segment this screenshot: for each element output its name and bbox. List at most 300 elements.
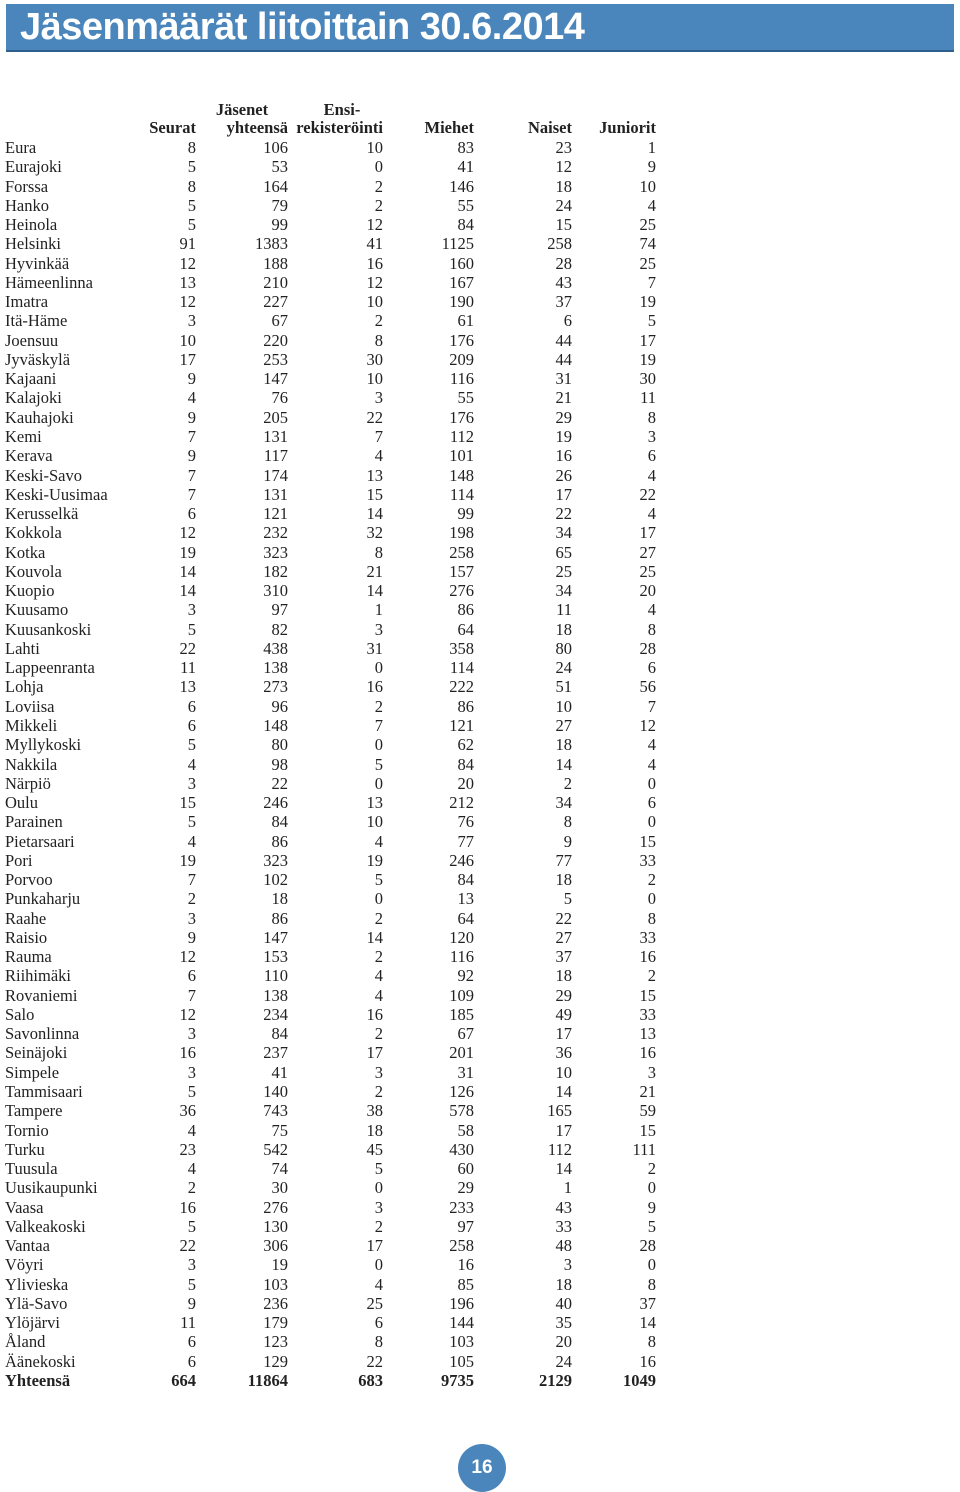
- cell-liitto: Kotka: [5, 542, 46, 562]
- cell-jasenet: 253: [263, 349, 288, 369]
- cell-miehet: 99: [457, 504, 474, 524]
- cell-liitto: Lahti: [5, 638, 40, 658]
- cell-juniorit: 2: [647, 966, 656, 986]
- cell-miehet: 201: [449, 1043, 474, 1063]
- cell-jasenet: 220: [263, 330, 288, 350]
- cell-liitto: Kouvola: [5, 561, 62, 581]
- cell-juniorit: 2: [647, 1159, 656, 1179]
- cell-miehet: 126: [449, 1082, 474, 1102]
- cell-seurat: 3: [187, 1062, 196, 1082]
- cell-miehet: 55: [457, 195, 474, 215]
- cell-seurat: 3: [187, 1255, 196, 1275]
- cell-miehet: 157: [449, 561, 474, 581]
- cell-naiset: 28: [555, 253, 572, 273]
- cell-naiset: 48: [555, 1236, 572, 1256]
- table-row: [5, 774, 656, 793]
- cell-ensirekisterointi: 5: [374, 1159, 383, 1179]
- cell-miehet: 233: [449, 1197, 474, 1217]
- table-row: [5, 1159, 656, 1178]
- table-row: [5, 273, 656, 292]
- cell-miehet: 62: [457, 735, 474, 755]
- total-row: [5, 1371, 656, 1390]
- cell-jasenet: 164: [263, 176, 288, 196]
- cell-seurat: 11: [180, 658, 196, 678]
- table-row: [5, 716, 656, 735]
- cell-ensirekisterointi: 0: [374, 658, 383, 678]
- header-juniorit: Juniorit: [599, 118, 656, 137]
- cell-juniorit: 59: [639, 1101, 656, 1121]
- cell-miehet: 86: [457, 696, 474, 716]
- table-row: [5, 311, 656, 330]
- cell-naiset: 9: [563, 831, 572, 851]
- cell-jasenet: 86: [271, 908, 288, 928]
- cell-naiset: 29: [555, 407, 572, 427]
- table-row: [5, 658, 656, 677]
- cell-ensirekisterointi: 0: [374, 157, 383, 177]
- cell-juniorit: 5: [647, 311, 656, 331]
- cell-seurat: 2: [187, 889, 196, 909]
- cell-seurat: 6: [187, 1351, 196, 1371]
- cell-seurat: 664: [171, 1371, 196, 1390]
- cell-liitto: Kokkola: [5, 523, 62, 543]
- cell-miehet: 176: [449, 330, 474, 350]
- cell-liitto: Kauhajoki: [5, 407, 74, 427]
- cell-miehet: 146: [449, 176, 474, 196]
- cell-liitto: Loviisa: [5, 696, 55, 716]
- table-row: [5, 620, 656, 639]
- cell-ensirekisterointi: 4: [374, 831, 383, 851]
- cell-juniorit: 16: [639, 1043, 656, 1063]
- cell-seurat: 7: [187, 426, 196, 446]
- cell-naiset: 34: [555, 523, 572, 543]
- cell-liitto: Ylöjärvi: [5, 1313, 60, 1333]
- cell-naiset: 165: [547, 1101, 572, 1121]
- cell-seurat: 5: [187, 619, 196, 639]
- cell-ensirekisterointi: 8: [374, 330, 383, 350]
- cell-seurat: 13: [179, 677, 196, 697]
- cell-juniorit: 4: [647, 195, 656, 215]
- cell-seurat: 4: [187, 1159, 196, 1179]
- cell-ensirekisterointi: 16: [366, 253, 383, 273]
- cell-miehet: 84: [457, 215, 474, 235]
- cell-seurat: 15: [179, 793, 196, 813]
- cell-seurat: 12: [179, 1004, 196, 1024]
- cell-seurat: 9: [187, 927, 196, 947]
- cell-jasenet: 147: [263, 369, 288, 389]
- cell-juniorit: 19: [639, 292, 656, 312]
- table-row: [5, 1236, 656, 1255]
- cell-ensirekisterointi: 3: [374, 1062, 383, 1082]
- cell-seurat: 17: [179, 349, 196, 369]
- cell-jasenet: 179: [263, 1313, 288, 1333]
- cell-juniorit: 6: [647, 658, 656, 678]
- cell-liitto: Myllykoski: [5, 735, 82, 755]
- cell-liitto: Vöyri: [5, 1255, 44, 1275]
- cell-naiset: 112: [547, 1139, 572, 1159]
- cell-naiset: 8: [563, 812, 572, 832]
- table-row: [5, 485, 656, 504]
- cell-ensirekisterointi: 4: [374, 966, 383, 986]
- table-row: [5, 427, 656, 446]
- cell-jasenet: 310: [263, 581, 288, 601]
- cell-ensirekisterointi: 3: [374, 388, 383, 408]
- cell-ensirekisterointi: 21: [366, 561, 383, 581]
- cell-jasenet: 182: [263, 561, 288, 581]
- cell-seurat: 12: [179, 523, 196, 543]
- cell-miehet: 185: [449, 1004, 474, 1024]
- cell-naiset: 17: [555, 484, 572, 504]
- cell-juniorit: 33: [639, 850, 656, 870]
- cell-ensirekisterointi: 2: [374, 1216, 383, 1236]
- cell-seurat: 10: [179, 330, 196, 350]
- cell-miehet: 101: [449, 446, 474, 466]
- table-row: [5, 157, 656, 176]
- cell-miehet: 121: [449, 715, 474, 735]
- cell-seurat: 91: [179, 234, 196, 254]
- cell-seurat: 9: [187, 1293, 196, 1313]
- table-row: [5, 1352, 656, 1371]
- cell-seurat: 3: [187, 1024, 196, 1044]
- cell-ensirekisterointi: 41: [366, 234, 383, 254]
- table-row: [5, 543, 656, 562]
- cell-naiset: 19: [555, 426, 572, 446]
- cell-jasenet: 131: [263, 484, 288, 504]
- cell-liitto: Kajaani: [5, 369, 57, 389]
- cell-naiset: 25: [555, 561, 572, 581]
- cell-miehet: 31: [457, 1062, 474, 1082]
- cell-juniorit: 2: [647, 870, 656, 890]
- table-row: [5, 697, 656, 716]
- table-row: [5, 350, 656, 369]
- cell-juniorit: 12: [639, 715, 656, 735]
- cell-jasenet: 110: [263, 966, 288, 986]
- cell-liitto: Itä-Häme: [5, 311, 68, 331]
- cell-juniorit: 1049: [623, 1371, 656, 1390]
- table-row: [5, 677, 656, 696]
- cell-jasenet: 117: [263, 446, 288, 466]
- cell-ensirekisterointi: 4: [374, 985, 383, 1005]
- cell-jasenet: 140: [263, 1082, 288, 1102]
- cell-juniorit: 11: [640, 388, 656, 408]
- cell-naiset: 24: [555, 195, 572, 215]
- cell-juniorit: 19: [639, 349, 656, 369]
- cell-ensirekisterointi: 30: [366, 349, 383, 369]
- table-row: [5, 292, 656, 311]
- cell-seurat: 5: [187, 735, 196, 755]
- cell-miehet: 276: [449, 581, 474, 601]
- cell-ensirekisterointi: 5: [374, 870, 383, 890]
- cell-jasenet: 74: [271, 1159, 288, 1179]
- membership-table: [5, 138, 656, 1390]
- cell-naiset: 51: [555, 677, 572, 697]
- table-header: [0, 98, 960, 140]
- cell-liitto: Jyväskylä: [5, 349, 71, 369]
- cell-miehet: 246: [449, 850, 474, 870]
- cell-juniorit: 8: [647, 908, 656, 928]
- cell-jasenet: 306: [263, 1236, 288, 1256]
- cell-jasenet: 148: [263, 715, 288, 735]
- cell-liitto: Kemi: [5, 426, 42, 446]
- cell-miehet: 86: [457, 600, 474, 620]
- cell-ensirekisterointi: 17: [366, 1236, 383, 1256]
- cell-liitto: Forssa: [5, 176, 49, 196]
- cell-seurat: 6: [187, 504, 196, 524]
- cell-jasenet: 75: [271, 1120, 288, 1140]
- cell-jasenet: 227: [263, 292, 288, 312]
- cell-seurat: 9: [187, 369, 196, 389]
- cell-miehet: 114: [449, 658, 474, 678]
- cell-jasenet: 205: [263, 407, 288, 427]
- cell-jasenet: 234: [263, 1004, 288, 1024]
- cell-ensirekisterointi: 13: [366, 793, 383, 813]
- table-row: [5, 832, 656, 851]
- cell-seurat: 4: [187, 831, 196, 851]
- cell-liitto: Parainen: [5, 812, 63, 832]
- cell-seurat: 8: [187, 138, 196, 157]
- cell-jasenet: 147: [263, 927, 288, 947]
- cell-naiset: 44: [555, 330, 572, 350]
- cell-liitto: Valkeakoski: [5, 1216, 86, 1236]
- table-row: [5, 1198, 656, 1217]
- cell-jasenet: 79: [271, 195, 288, 215]
- page-number: 16: [458, 1444, 506, 1492]
- cell-juniorit: 14: [639, 1313, 656, 1333]
- cell-seurat: 19: [179, 850, 196, 870]
- cell-liitto: Heinola: [5, 215, 58, 235]
- cell-jasenet: 103: [263, 1274, 288, 1294]
- cell-liitto: Tuusula: [5, 1159, 58, 1179]
- cell-ensirekisterointi: 38: [366, 1101, 383, 1121]
- table-row: [5, 851, 656, 870]
- cell-jasenet: 246: [263, 793, 288, 813]
- cell-juniorit: 28: [639, 638, 656, 658]
- cell-juniorit: 0: [647, 1255, 656, 1275]
- cell-seurat: 3: [187, 908, 196, 928]
- cell-naiset: 17: [555, 1120, 572, 1140]
- cell-ensirekisterointi: 2: [374, 947, 383, 967]
- cell-juniorit: 20: [639, 581, 656, 601]
- cell-seurat: 23: [179, 1139, 196, 1159]
- cell-naiset: 18: [555, 870, 572, 890]
- cell-miehet: 85: [457, 1274, 474, 1294]
- cell-miehet: 58: [457, 1120, 474, 1140]
- cell-naiset: 18: [555, 735, 572, 755]
- cell-naiset: 24: [555, 658, 572, 678]
- cell-miehet: 41: [457, 157, 474, 177]
- cell-juniorit: 0: [647, 1178, 656, 1198]
- cell-miehet: 13: [457, 889, 474, 909]
- cell-miehet: 92: [457, 966, 474, 986]
- cell-liitto: Ylä-Savo: [5, 1293, 68, 1313]
- cell-ensirekisterointi: 2: [374, 1024, 383, 1044]
- cell-ensirekisterointi: 31: [366, 638, 383, 658]
- cell-ensirekisterointi: 0: [374, 1255, 383, 1275]
- cell-seurat: 4: [187, 1120, 196, 1140]
- cell-miehet: 176: [449, 407, 474, 427]
- cell-seurat: 5: [187, 195, 196, 215]
- cell-miehet: 9735: [441, 1371, 474, 1390]
- cell-naiset: 20: [555, 1332, 572, 1352]
- cell-naiset: 26: [555, 465, 572, 485]
- cell-liitto: Pori: [5, 850, 33, 870]
- cell-jasenet: 102: [263, 870, 288, 890]
- table-row: [5, 1313, 656, 1332]
- cell-liitto: Eurajoki: [5, 157, 62, 177]
- cell-miehet: 105: [449, 1351, 474, 1371]
- cell-miehet: 222: [449, 677, 474, 697]
- cell-naiset: 18: [555, 176, 572, 196]
- cell-naiset: 5: [563, 889, 572, 909]
- cell-seurat: 13: [179, 272, 196, 292]
- cell-liitto: Joensuu: [5, 330, 59, 350]
- cell-naiset: 18: [555, 1274, 572, 1294]
- cell-juniorit: 0: [647, 812, 656, 832]
- cell-miehet: 116: [449, 947, 474, 967]
- cell-seurat: 4: [187, 754, 196, 774]
- cell-naiset: 12: [555, 157, 572, 177]
- cell-juniorit: 74: [639, 234, 656, 254]
- cell-liitto: Rovaniemi: [5, 985, 78, 1005]
- header-ensi-line1: Ensi-: [323, 100, 361, 119]
- cell-naiset: 10: [555, 696, 572, 716]
- cell-juniorit: 27: [639, 542, 656, 562]
- cell-ensirekisterointi: 2: [374, 176, 383, 196]
- cell-juniorit: 30: [639, 369, 656, 389]
- cell-ensirekisterointi: 3: [374, 619, 383, 639]
- table-row: [5, 735, 656, 754]
- cell-miehet: 258: [449, 1236, 474, 1256]
- cell-liitto: Vantaa: [5, 1236, 50, 1256]
- cell-ensirekisterointi: 10: [366, 292, 383, 312]
- cell-jasenet: 11864: [247, 1371, 288, 1390]
- cell-ensirekisterointi: 12: [366, 272, 383, 292]
- cell-juniorit: 56: [639, 677, 656, 697]
- cell-liitto: Tornio: [5, 1120, 49, 1140]
- cell-miehet: 64: [457, 619, 474, 639]
- header-seurat: Seurat: [149, 118, 196, 137]
- cell-juniorit: 33: [639, 927, 656, 947]
- cell-naiset: 37: [555, 292, 572, 312]
- cell-juniorit: 4: [647, 735, 656, 755]
- cell-ensirekisterointi: 14: [366, 581, 383, 601]
- cell-ensirekisterointi: 3: [374, 1197, 383, 1217]
- cell-naiset: 36: [555, 1043, 572, 1063]
- cell-miehet: 61: [457, 311, 474, 331]
- cell-ensirekisterointi: 2: [374, 696, 383, 716]
- cell-seurat: 5: [187, 215, 196, 235]
- table-row: [5, 408, 656, 427]
- cell-naiset: 16: [555, 446, 572, 466]
- cell-juniorit: 1: [647, 138, 656, 157]
- cell-liitto: Ylivieska: [5, 1274, 69, 1294]
- cell-ensirekisterointi: 8: [374, 542, 383, 562]
- cell-naiset: 35: [555, 1313, 572, 1333]
- cell-liitto: Hanko: [5, 195, 49, 215]
- cell-naiset: 21: [555, 388, 572, 408]
- header-naiset: Naiset: [528, 118, 572, 137]
- cell-juniorit: 25: [639, 253, 656, 273]
- cell-jasenet: 438: [263, 638, 288, 658]
- cell-jasenet: 84: [271, 1024, 288, 1044]
- cell-naiset: 34: [555, 793, 572, 813]
- cell-ensirekisterointi: 1: [374, 600, 383, 620]
- cell-ensirekisterointi: 10: [366, 369, 383, 389]
- cell-liitto: Porvoo: [5, 870, 53, 890]
- table-row: [5, 600, 656, 619]
- cell-ensirekisterointi: 0: [374, 1178, 383, 1198]
- cell-jasenet: 542: [263, 1139, 288, 1159]
- table-row: [5, 1024, 656, 1043]
- cell-liitto: Lohja: [5, 677, 44, 697]
- cell-seurat: 6: [187, 966, 196, 986]
- cell-naiset: 77: [555, 850, 572, 870]
- cell-ensirekisterointi: 13: [366, 465, 383, 485]
- header-ensi-line2: rekisteröinti: [296, 118, 383, 137]
- cell-juniorit: 10: [639, 176, 656, 196]
- cell-seurat: 16: [179, 1197, 196, 1217]
- cell-seurat: 6: [187, 696, 196, 716]
- cell-juniorit: 17: [639, 523, 656, 543]
- cell-liitto: Kuusamo: [5, 600, 69, 620]
- cell-jasenet: 84: [271, 812, 288, 832]
- table-row: [5, 793, 656, 812]
- table-row: [5, 1332, 656, 1351]
- cell-ensirekisterointi: 2: [374, 311, 383, 331]
- cell-jasenet: 236: [263, 1293, 288, 1313]
- cell-ensirekisterointi: 25: [366, 1293, 383, 1313]
- cell-juniorit: 37: [639, 1293, 656, 1313]
- cell-ensirekisterointi: 19: [366, 850, 383, 870]
- cell-juniorit: 25: [639, 561, 656, 581]
- table-row: [5, 1294, 656, 1313]
- cell-liitto: Turku: [5, 1139, 45, 1159]
- cell-liitto: Simpele: [5, 1062, 60, 1082]
- cell-jasenet: 210: [263, 272, 288, 292]
- cell-juniorit: 3: [647, 426, 656, 446]
- cell-liitto: Riihimäki: [5, 966, 71, 986]
- cell-naiset: 2129: [539, 1371, 572, 1390]
- cell-naiset: 17: [555, 1024, 572, 1044]
- cell-liitto: Yhteensä: [5, 1371, 71, 1390]
- cell-juniorit: 33: [639, 1004, 656, 1024]
- cell-jasenet: 237: [263, 1043, 288, 1063]
- cell-liitto: Raisio: [5, 927, 48, 947]
- cell-juniorit: 0: [647, 773, 656, 793]
- cell-naiset: 23: [555, 138, 572, 157]
- cell-miehet: 109: [449, 985, 474, 1005]
- cell-miehet: 198: [449, 523, 474, 543]
- table-row: [5, 196, 656, 215]
- cell-naiset: 10: [555, 1062, 572, 1082]
- cell-naiset: 14: [555, 1159, 572, 1179]
- cell-ensirekisterointi: 10: [366, 812, 383, 832]
- cell-naiset: 18: [555, 619, 572, 639]
- cell-miehet: 20: [457, 773, 474, 793]
- table-row: [5, 446, 656, 465]
- cell-naiset: 27: [555, 715, 572, 735]
- cell-miehet: 120: [449, 927, 474, 947]
- cell-jasenet: 153: [263, 947, 288, 967]
- cell-naiset: 1: [563, 1178, 572, 1198]
- cell-jasenet: 82: [271, 619, 288, 639]
- cell-juniorit: 8: [647, 1274, 656, 1294]
- cell-seurat: 6: [187, 715, 196, 735]
- cell-miehet: 116: [449, 369, 474, 389]
- cell-ensirekisterointi: 22: [366, 1351, 383, 1371]
- cell-ensirekisterointi: 17: [366, 1043, 383, 1063]
- cell-naiset: 14: [555, 754, 572, 774]
- cell-seurat: 7: [187, 985, 196, 1005]
